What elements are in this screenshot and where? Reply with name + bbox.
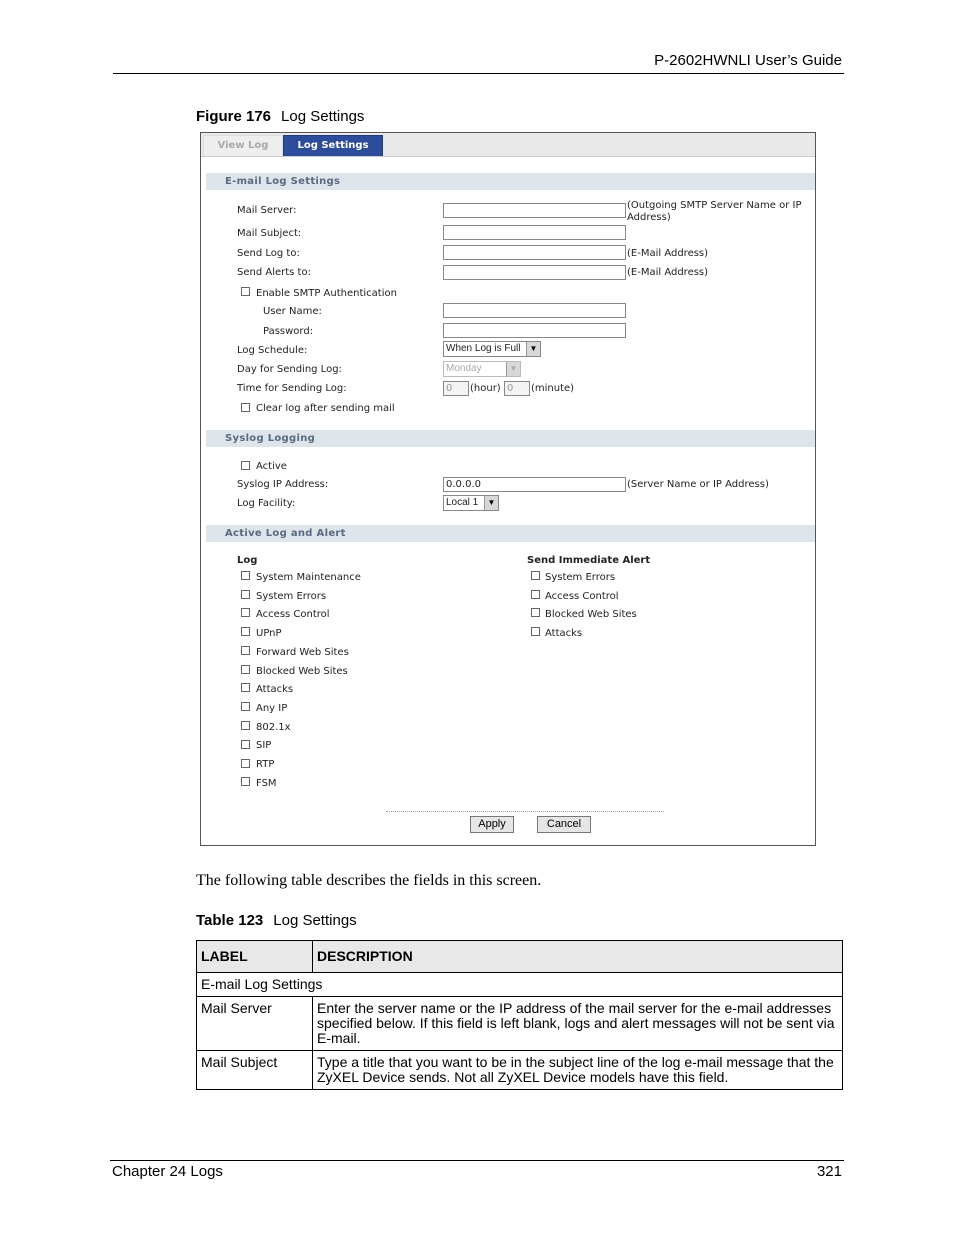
day-for-sending-select[interactable] bbox=[443, 361, 521, 377]
day-for-sending-value: Monday bbox=[446, 363, 482, 374]
table-caption bbox=[196, 912, 357, 929]
figure-title: Log Settings bbox=[281, 108, 365, 125]
alert-section-title: Active Log and Alert bbox=[206, 525, 815, 542]
chevron-down-icon: ▼ bbox=[484, 496, 498, 510]
tab-log-settings[interactable]: Log Settings bbox=[283, 135, 383, 156]
hour-unit-label: (hour) bbox=[470, 383, 501, 394]
table-cell-label: Mail Subject bbox=[197, 1051, 313, 1090]
syslog-ip-label: Syslog IP Address: bbox=[237, 479, 329, 490]
log-item-label: FSM bbox=[256, 778, 277, 789]
enable-smtp-auth-label: Enable SMTP Authentication bbox=[256, 288, 397, 299]
hour-input[interactable]: 0 bbox=[443, 381, 469, 396]
log-schedule-label: Log Schedule: bbox=[237, 345, 308, 356]
send-alerts-to-label: Send Alerts to: bbox=[237, 267, 311, 278]
clear-log-checkbox[interactable] bbox=[241, 403, 250, 412]
chevron-down-icon: ▼ bbox=[506, 362, 520, 376]
table-section-row bbox=[197, 973, 843, 997]
password-label: Password: bbox=[263, 326, 314, 337]
table-header-label: LABEL bbox=[197, 941, 313, 973]
table-row bbox=[197, 997, 843, 1051]
clear-log-label: Clear log after sending mail bbox=[256, 403, 395, 414]
log-schedule-select[interactable] bbox=[443, 341, 541, 357]
user-name-label: User Name: bbox=[263, 306, 322, 317]
alert-checkbox[interactable] bbox=[531, 608, 540, 617]
log-item-label: RTP bbox=[256, 759, 275, 770]
alert-item-label: System Errors bbox=[545, 572, 616, 583]
minute-unit-label: (minute) bbox=[531, 383, 575, 394]
figure-label: Figure 176 bbox=[196, 108, 272, 125]
alert-item-label: Blocked Web Sites bbox=[545, 609, 637, 620]
syslog-active-label: Active bbox=[256, 461, 287, 472]
user-name-input[interactable] bbox=[443, 303, 626, 318]
syslog-active-checkbox[interactable] bbox=[241, 461, 250, 470]
log-checkbox[interactable] bbox=[241, 721, 250, 730]
table-header-description: DESCRIPTION bbox=[313, 941, 843, 973]
email-section-title: E-mail Log Settings bbox=[206, 173, 815, 190]
send-alerts-to-note: (E-Mail Address) bbox=[627, 267, 709, 278]
mail-server-input[interactable] bbox=[443, 203, 626, 218]
log-checkbox[interactable] bbox=[241, 740, 250, 749]
time-for-sending-label: Time for Sending Log: bbox=[237, 383, 347, 394]
log-checkbox[interactable] bbox=[241, 571, 250, 580]
alert-checkbox[interactable] bbox=[531, 590, 540, 599]
log-facility-label: Log Facility: bbox=[237, 498, 296, 509]
minute-input[interactable]: 0 bbox=[504, 381, 530, 396]
syslog-section-title: Syslog Logging bbox=[206, 430, 815, 447]
log-facility-value: Local 1 bbox=[446, 497, 479, 508]
log-item-label: Attacks bbox=[256, 684, 294, 695]
tab-bar bbox=[201, 133, 815, 157]
day-for-sending-label: Day for Sending Log: bbox=[237, 364, 342, 375]
body-paragraph: The following table describes the fields in this screen. bbox=[196, 872, 542, 889]
divider bbox=[386, 811, 664, 812]
alert-checkbox[interactable] bbox=[531, 627, 540, 636]
guide-title: P-2602HWNLI User’s Guide bbox=[654, 52, 842, 69]
table-title: Log Settings bbox=[273, 912, 357, 929]
alert-checkbox[interactable] bbox=[531, 571, 540, 580]
log-checkbox[interactable] bbox=[241, 702, 250, 711]
log-item-label: System Errors bbox=[256, 591, 327, 602]
mail-subject-label: Mail Subject: bbox=[237, 228, 302, 239]
log-checkbox[interactable] bbox=[241, 646, 250, 655]
header-rule bbox=[113, 73, 844, 74]
chevron-down-icon: ▼ bbox=[526, 342, 540, 356]
log-item-label: Forward Web Sites bbox=[256, 647, 349, 658]
send-log-to-label: Send Log to: bbox=[237, 248, 300, 259]
cancel-button[interactable]: Cancel bbox=[537, 816, 591, 833]
mail-server-label: Mail Server: bbox=[237, 205, 297, 216]
log-checkbox[interactable] bbox=[241, 590, 250, 599]
log-checkbox[interactable] bbox=[241, 608, 250, 617]
description-table bbox=[196, 940, 843, 1090]
log-checkbox[interactable] bbox=[241, 683, 250, 692]
log-facility-select[interactable] bbox=[443, 495, 499, 511]
log-item-label: UPnP bbox=[256, 628, 282, 639]
table-row bbox=[197, 1051, 843, 1090]
log-item-label: Any IP bbox=[256, 703, 288, 714]
syslog-ip-input[interactable]: 0.0.0.0 bbox=[443, 477, 626, 492]
footer-chapter: Chapter 24 Logs bbox=[112, 1163, 223, 1180]
mail-subject-input[interactable] bbox=[443, 225, 626, 240]
apply-button[interactable]: Apply bbox=[470, 816, 514, 833]
footer-rule bbox=[110, 1160, 844, 1161]
alert-item-label: Attacks bbox=[545, 628, 583, 639]
alert-item-label: Access Control bbox=[545, 591, 619, 602]
figure-caption bbox=[196, 108, 364, 125]
log-item-label: 802.1x bbox=[256, 722, 291, 733]
log-heading: Log bbox=[237, 555, 258, 566]
log-item-label: Blocked Web Sites bbox=[256, 666, 348, 677]
tab-view-log[interactable]: View Log bbox=[203, 135, 283, 156]
log-checkbox[interactable] bbox=[241, 777, 250, 786]
footer-page-number: 321 bbox=[816, 1163, 842, 1180]
table-cell-label: Mail Server bbox=[197, 997, 313, 1051]
log-checkbox[interactable] bbox=[241, 627, 250, 636]
send-log-to-note: (E-Mail Address) bbox=[627, 248, 709, 259]
mail-server-note: (Outgoing SMTP Server Name or IP Address) bbox=[627, 200, 802, 223]
log-checkbox[interactable] bbox=[241, 759, 250, 768]
log-item-label: Access Control bbox=[256, 609, 330, 620]
log-schedule-value: When Log is Full bbox=[446, 343, 521, 354]
log-checkbox[interactable] bbox=[241, 665, 250, 674]
log-item-label: SIP bbox=[256, 740, 272, 751]
password-input[interactable] bbox=[443, 323, 626, 338]
table-cell-description: Enter the server name or the IP address of the mail server for the e-mail addresses specified below. If this field is left blank, logs and alert messages will not be sent via E-mail. bbox=[313, 997, 843, 1051]
table-label: Table 123 bbox=[196, 912, 264, 929]
table-header-row bbox=[197, 941, 843, 973]
send-log-to-input[interactable] bbox=[443, 245, 626, 260]
enable-smtp-auth-checkbox[interactable] bbox=[241, 287, 250, 296]
screenshot-frame bbox=[200, 132, 816, 846]
alert-heading: Send Immediate Alert bbox=[527, 555, 651, 566]
syslog-ip-note: (Server Name or IP Address) bbox=[627, 479, 769, 490]
send-alerts-to-input[interactable] bbox=[443, 265, 626, 280]
table-section-cell: E-mail Log Settings bbox=[197, 973, 843, 997]
table-cell-description: Type a title that you want to be in the subject line of the log e-mail message that the ZyXEL Device sends. Not all ZyXEL Device models have this field. bbox=[313, 1051, 843, 1090]
log-item-label: System Maintenance bbox=[256, 572, 361, 583]
